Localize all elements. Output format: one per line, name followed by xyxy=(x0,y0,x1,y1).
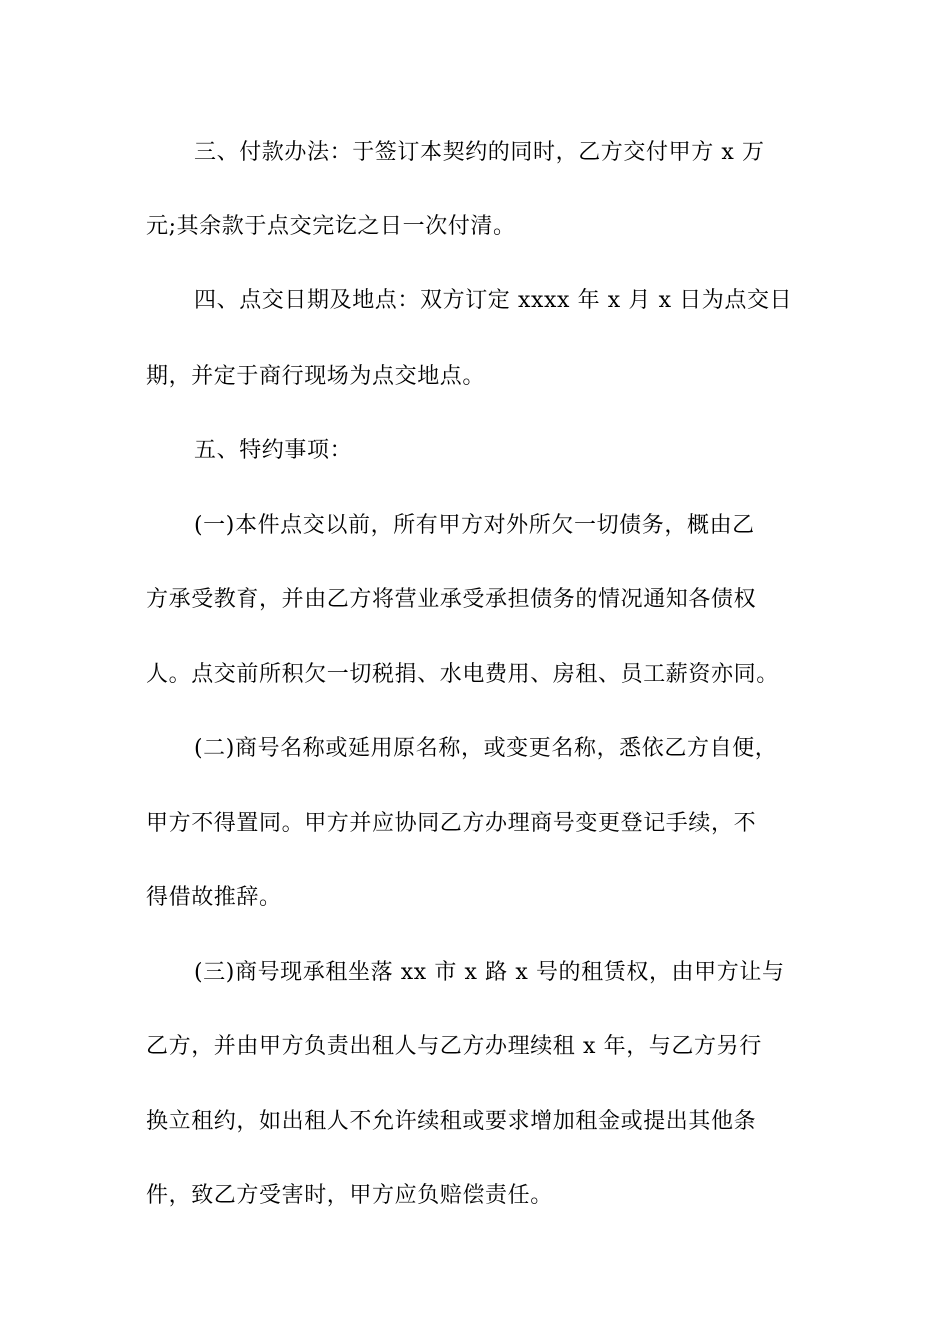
item-2-line-1: (二)商号名称或延用原名称，或变更名称，悉依乙方自便， xyxy=(194,736,778,761)
item-3-line-2: 乙方，并由甲方负责出租人与乙方办理续租 x 年，与乙方另行 xyxy=(146,1034,762,1059)
item-1-line-3: 人。点交前所积欠一切税捐、水电费用、房租、员工薪资亦同。 xyxy=(146,662,779,687)
item-3-line-3: 换立租约，如出租人不允许续租或要求增加租金或提出其他条 xyxy=(146,1109,757,1134)
clause-4-line-1: 四、点交日期及地点：双方订定 xxxx 年 x 月 x 日为点交日 xyxy=(194,288,793,313)
clause-5-heading: 五、特约事项： xyxy=(194,438,353,463)
item-1-line-1: (一)本件点交以前，所有甲方对外所欠一切债务，概由乙 xyxy=(194,513,755,538)
item-2-line-3: 得借故推辞。 xyxy=(146,885,282,910)
clause-3-line-2: 元;其余款于点交完讫之日一次付清。 xyxy=(146,214,516,239)
clause-4-line-2: 期，并定于商行现场为点交地点。 xyxy=(146,364,486,389)
item-2-line-2: 甲方不得置同。甲方并应协同乙方办理商号变更登记手续，不 xyxy=(146,811,757,836)
item-3-line-1: (三)商号现承租坐落 xx 市 x 路 x 号的租赁权，由甲方让与 xyxy=(194,960,785,985)
item-3-line-4: 件，致乙方受害时，甲方应负赔偿责任。 xyxy=(146,1183,553,1208)
clause-3-line-1: 三、付款办法：于签订本契约的同时，乙方交付甲方 x 万 xyxy=(194,140,765,165)
item-1-line-2: 方承受教育，并由乙方将营业承受承担债务的情况通知各债权 xyxy=(146,587,757,612)
